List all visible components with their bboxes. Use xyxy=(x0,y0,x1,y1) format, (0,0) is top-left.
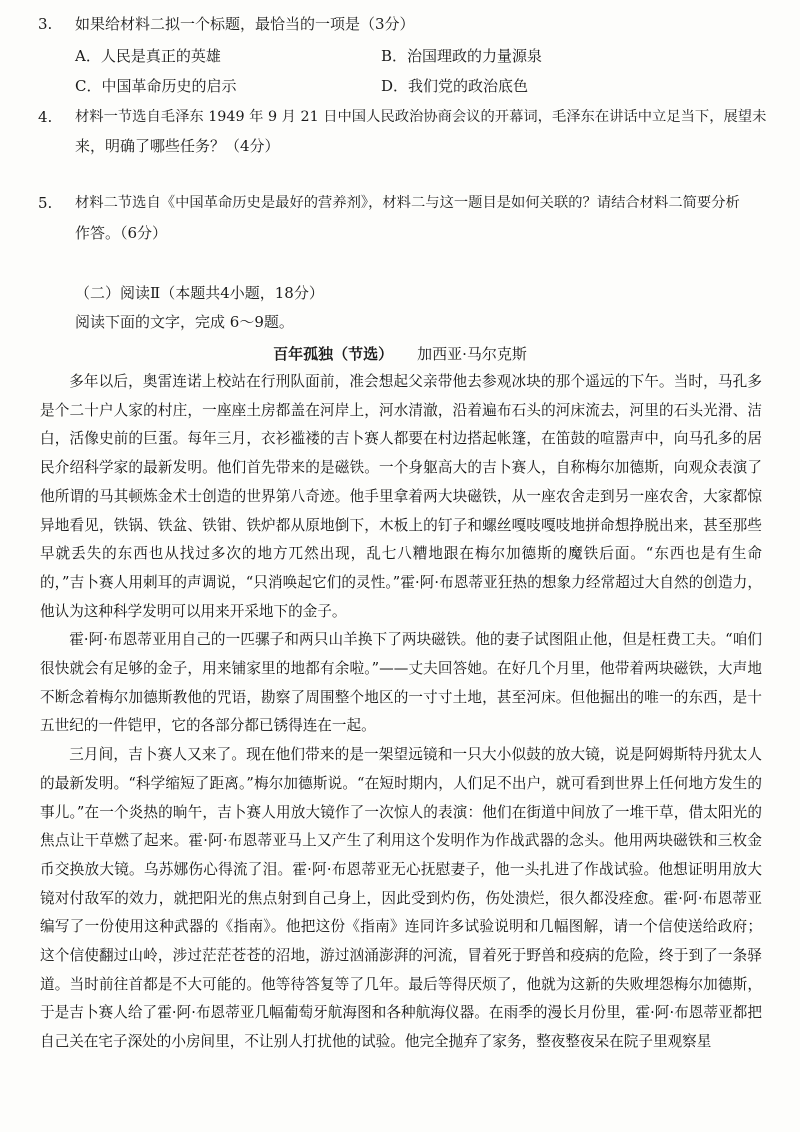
question-3-option-d: D．我们党的政治底色 xyxy=(381,77,529,95)
question-5-line-1: 材料二节选自《中国革命历史是最好的营养剂》，材料二与这一题目是如何关联的？请结合材料二简要分析 xyxy=(75,195,740,211)
passage-body xyxy=(40,368,762,1057)
passage-paragraph-1: 多年以后，奥雷连诺上校站在行刑队面前，准会想起父亲带他去参观冰块的那个遥远的下午。当时，马孔多是个二十户人家的村庄，一座座土房都盖在河岸上，河水清澈，沿着遍布石头的河床流去，河里的石头光滑、洁白，活像史前的巨蛋。每年三月，衣衫褴褛的吉卜赛人都要在村边搭起帐篷，在笛鼓的喧嚣声中，向马孔多的居民介绍科学家的最新发明。他们首先带来的是磁铁。一个身躯高大的吉卜赛人，自称梅尔加德斯，向观众表演了他所谓的马其顿炼金术士创造的世界第八奇迹。他手里拿着两大块磁铁，从一座农舍走到另一座农舍，大家都惊异地看见，铁锅、铁盆、铁钳、铁炉都从原地倒下，木板上的钉子和螺丝嘎吱嘎吱地拼命想挣脱出来，甚至那些早就丢失的东西也从找过多次的地方兀然出现，乱七八糟地跟在梅尔加德斯的魔铁后面。“东西也是有生命的，”吉卜赛人用刺耳的声调说，“只消唤起它们的灵性。”霍·阿·布恩蒂亚狂热的想象力经常超过大自然的创造力，他认为这种科学发明可以用来开采地下的金子。 xyxy=(40,373,762,620)
question-3-option-c: C．中国革命历史的启示 xyxy=(75,77,237,95)
section-instruction: 阅读下面的文字，完成 6～9题。 xyxy=(75,313,294,331)
question-3-number: 3. xyxy=(38,15,53,33)
question-4-line-1: 材料一节选自毛泽东 1949 年 9 月 21 日中国人民政治协商会议的开幕词，毛泽东在讲话中立足当下，展望未 xyxy=(75,109,767,125)
question-4-number: 4. xyxy=(38,108,53,126)
passage-author: 加西亚·马尔克斯 xyxy=(417,345,527,363)
question-3-option-b: B．治国理政的力量源泉 xyxy=(381,47,543,65)
question-5-line-2: 作答。（6分） xyxy=(75,224,168,242)
passage-paragraph-3: 三月间，吉卜赛人又来了。现在他们带来的是一架望远镜和一只大小似鼓的放大镜，说是阿姆斯特丹犹太人的最新发明。“科学缩短了距离。”梅尔加德斯说。“在短时期内，人们足不出户，就可看到世界上任何地方发生的事儿。”在一个炎热的晌午，吉卜赛人用放大镜作了一次惊人的表演：他们在街道中间放了一堆干草，借太阳光的焦点让干草燃了起来。霍·阿·布恩蒂亚马上又产生了利用这个发明作为作战武器的念头。他用两块磁铁和三枚金币交换放大镜。乌苏娜伤心得流了泪。霍·阿·布恩蒂亚无心抚慰妻子，他一头扎进了作战试验。他想证明用放大镜对付敌军的效力，就把阳光的焦点射到自己身上，因此受到灼伤，伤处溃烂，很久都没痊愈。霍·阿·布恩蒂亚编写了一份使用这种武器的《指南》。他把这份《指南》连同许多试验说明和几幅图解，请一个信使送给政府；这个信使翻过山岭，涉过茫茫苍苍的沼地，游过汹涌澎湃的河流，冒着死于野兽和疫病的危险，终于到了一条驿道。当时前往首都是不大可能的。他等待答复等了几年。最后等得厌烦了，他就为这新的失败埋怨梅尔加德斯，于是吉卜赛人给了霍·阿·布恩蒂亚几幅葡萄牙航海图和各种航海仪器。在雨季的漫长月份里，霍·阿·布恩蒂亚都把自己关在宅子深处的小房间里，不让别人打扰他的试验。他完全抛弃了家务，整夜整夜呆在院子里观察星 xyxy=(40,746,762,1051)
passage-title: 百年孤独（节选） xyxy=(273,345,394,363)
passage-paragraph-2: 霍·阿·布恩蒂亚用自己的一匹骡子和两只山羊换下了两块磁铁。他的妻子试图阻止他，但是枉费工夫。“咱们很快就会有足够的金子，用来铺家里的地都有余啦。”——丈夫回答她。在好几个月里，他带着两块磁铁，大声地不断念着梅尔加德斯教他的咒语，勘察了周围整个地区的一寸寸土地，甚至河床。但他掘出的唯一的东西，是十五世纪的一件铠甲，它的各部分都已锈得连在一起。 xyxy=(40,631,762,735)
passage-title-line xyxy=(0,344,800,364)
question-5-number: 5. xyxy=(38,194,53,212)
section-heading: （二）阅读Ⅱ（本题共4小题，18分） xyxy=(75,284,324,302)
question-4-line-2: 来，明确了哪些任务？（4分） xyxy=(75,137,280,155)
question-3-text: 如果给材料二拟一个标题，最恰当的一项是（3分） xyxy=(75,15,415,33)
question-3-option-a: A．人民是真正的英雄 xyxy=(75,47,221,65)
